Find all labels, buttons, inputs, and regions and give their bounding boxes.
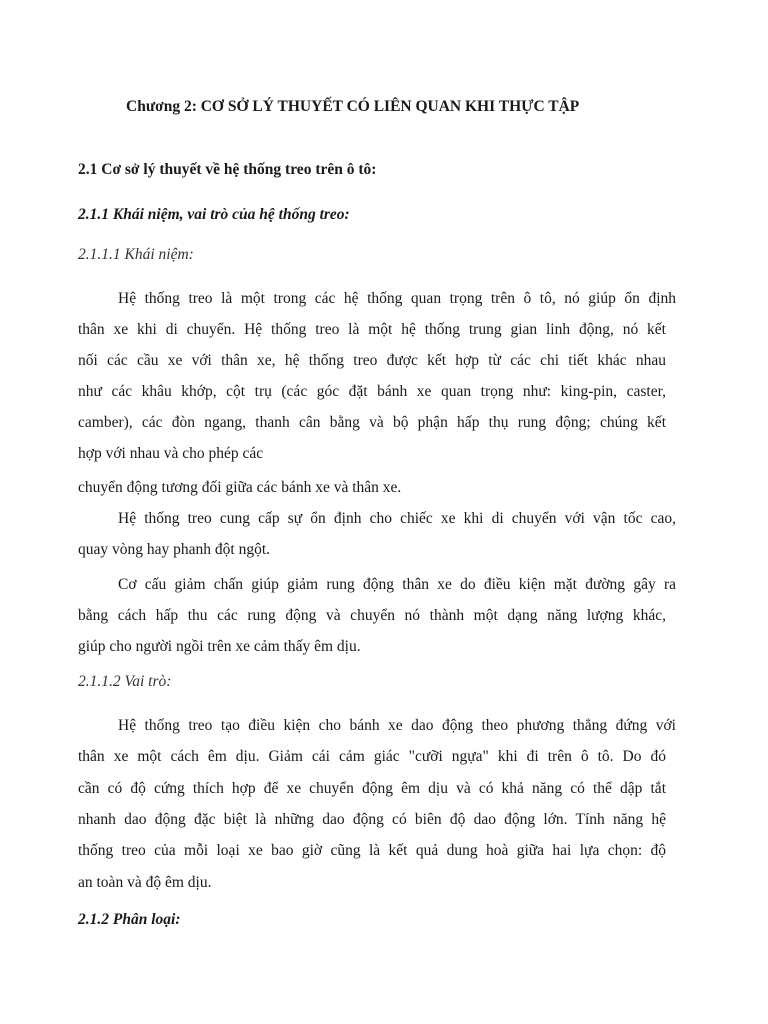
paragraph-line: nhanh dao động đặc biệt là những dao động có biên độ dao động lớn. Tính năng hệ — [78, 811, 666, 828]
section-heading-2-1: 2.1 Cơ sở lý thuyết về hệ thống treo trên ô tô: — [78, 161, 377, 178]
paragraph-line: Hệ thống treo tạo điều kiện cho bánh xe dao động theo phương thẳng đứng với — [118, 717, 676, 734]
section-heading-2-1-1-1: 2.1.1.1 Khái niệm: — [78, 246, 194, 263]
paragraph-line: hợp với nhau và cho phép các — [78, 445, 264, 462]
paragraph-line: an toàn và độ êm dịu. — [78, 874, 212, 891]
paragraph-line: giúp cho người ngồi trên xe cảm thấy êm dịu. — [78, 638, 361, 655]
paragraph-line: Hệ thống treo cung cấp sự ổn định cho chiếc xe khi di chuyển với vận tốc cao, — [118, 510, 676, 527]
paragraph-line: thống treo của mỗi loại xe bao giờ cũng là kết quả dung hoà giữa hai lựa chọn: độ — [78, 842, 666, 859]
paragraph-line: quay vòng hay phanh đột ngột. — [78, 541, 271, 558]
section-heading-2-1-2: 2.1.2 Phân loại: — [78, 911, 181, 928]
paragraph-line: nối các cầu xe với thân xe, hệ thống treo được kết hợp từ các chi tiết khác nhau — [78, 352, 666, 369]
paragraph-line: thân xe một cách êm dịu. Giảm cái cảm giác "cưỡi ngựa" khi đi trên ô tô. Do đó — [78, 748, 666, 765]
paragraph-line: thân xe khi di chuyển. Hệ thống treo là một hệ thống trung gian linh động, nó kết — [78, 321, 666, 338]
paragraph-line: Hệ thống treo là một trong các hệ thống quan trọng trên ô tô, nó giúp ổn định — [118, 290, 676, 307]
paragraph-line: chuyển động tương đối giữa các bánh xe và thân xe. — [78, 479, 402, 496]
section-heading-2-1-1: 2.1.1 Khái niệm, vai trò của hệ thống treo: — [78, 206, 350, 223]
chapter-title: Chương 2: CƠ SỞ LÝ THUYẾT CÓ LIÊN QUAN KHI THỰC TẬP — [126, 98, 580, 115]
paragraph-line: camber), các đòn ngang, thanh cân bằng và bộ phận hấp thụ rung động; chúng kết — [78, 414, 666, 431]
paragraph-line: như các khâu khớp, cột trụ (các góc đặt bánh xe quan trọng như: king-pin, caster, — [78, 383, 666, 400]
paragraph-line: cần có độ cứng thích hợp để xe chuyển động êm dịu và có khả năng có thể dập tắt — [78, 780, 666, 797]
paragraph-line: bằng cách hấp thu các rung động và chuyển nó thành một dạng năng lượng khác, — [78, 607, 666, 624]
paragraph-line: Cơ cấu giảm chấn giúp giảm rung động thân xe do điều kiện mặt đường gây ra — [118, 576, 676, 593]
section-heading-2-1-1-2: 2.1.1.2 Vai trò: — [78, 673, 172, 690]
